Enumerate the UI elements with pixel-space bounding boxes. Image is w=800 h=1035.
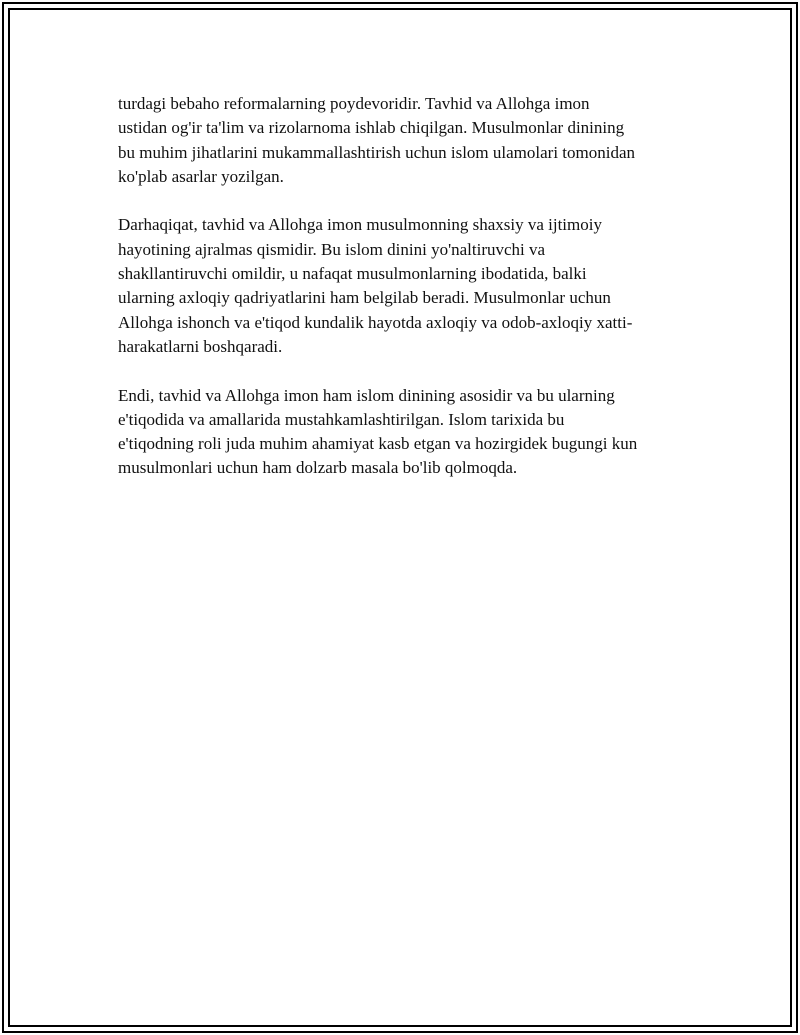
text-line: turdagi bebaho reformalarning poydevoridir. Tavhid va Allohga imon	[118, 94, 590, 113]
paragraph-3	[118, 384, 693, 481]
text-line: ustidan og'ir ta'lim va rizolarnoma ishlab chiqilgan. Musulmonlar dinining	[118, 118, 625, 138]
text-line: hayotining ajralmas qismidir. Bu islom dinini yo'naltiruvchi va	[118, 239, 546, 259]
text-line: musulmonlari uchun ham dolzarb masala bo'lib qolmoqda.	[118, 458, 518, 478]
text-line: shakllantiruvchi omildir, u nafaqat musulmonlarning ibodatida, balki	[118, 264, 587, 284]
text-line: Darhaqiqat, tavhid va Allohga imon musulmonning shaxsiy va ijtimoiy	[118, 215, 602, 235]
text-line: e'tiqodida va amallarida mustahkamlashtirilgan. Islom tarixida bu	[118, 409, 565, 429]
text-line: ularning axloqiy qadriyatlarini ham belgilab beradi. Musulmonlar uchun	[118, 288, 611, 308]
text-line: Endi, tavhid va Allohga imon ham islom dinining asosidir va bu ularning	[118, 385, 615, 405]
text-line: harakatlarni boshqaradi.	[118, 336, 283, 356]
paragraph-1	[118, 92, 693, 189]
text-line: Allohga ishonch va e'tiqod kundalik hayotda axloqiy va odob-axloqiy xatti-	[118, 312, 633, 332]
document-body	[118, 92, 693, 505]
text-line: e'tiqodning roli juda muhim ahamiyat kasb etgan va hozirgidek bugungi kun	[118, 434, 638, 454]
text-line: ko'plab asarlar yozilgan.	[118, 166, 284, 186]
text-line: bu muhim jihatlarini mukammallashtirish uchun islom ulamolari tomonidan	[118, 142, 636, 162]
paragraph-2	[118, 213, 693, 359]
